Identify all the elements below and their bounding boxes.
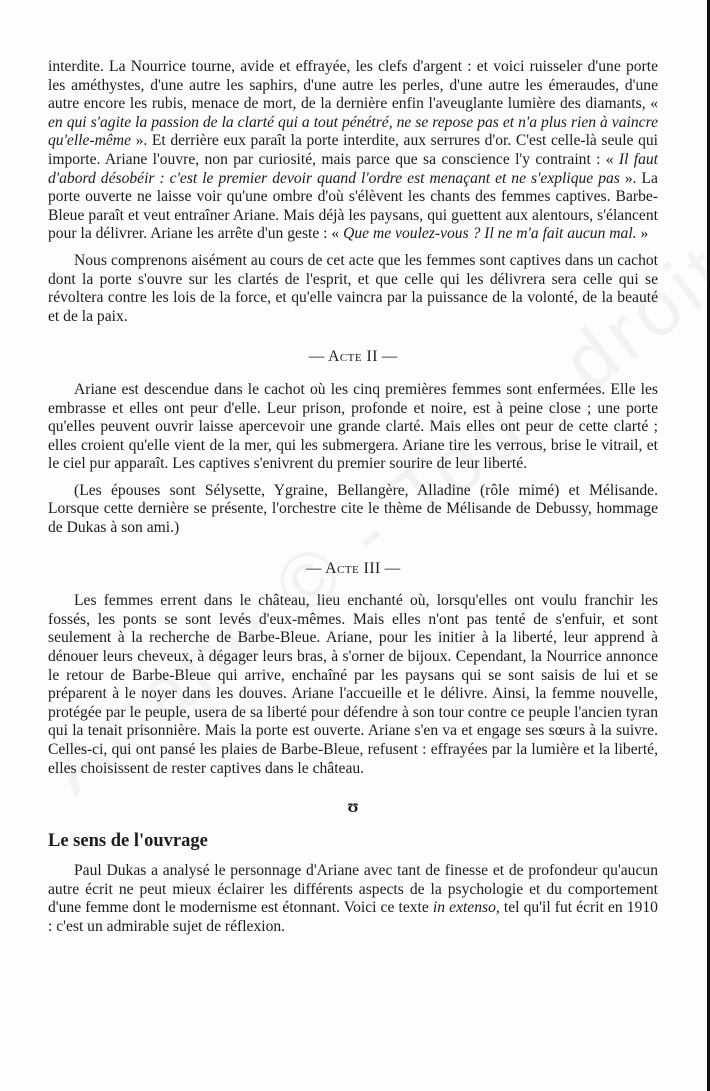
text-run: tel qu'il fut écrit en 1910 : c'est un admirable sujet de réflexion. — [48, 899, 658, 935]
paragraph-act2-note: (Les épouses sont Sélysette, Ygraine, Bellangère, Alladine (rôle mimé) et Mélisande. Lorsque cette dernière se présente, l'orchestre cite le thème de Mélisande de Debussy, hommage de Dukas à son ami.) — [48, 481, 658, 537]
document-page — [48, 58, 658, 937]
paragraph-act1-end — [48, 58, 658, 244]
text-run: ». Et derrière eux paraît la porte interdite, aux serrures d'or. C'est celle-là seule qui importe. Ariane l'ouvre, non par curiosité, mais parce que sa conscience l'y contraint : « — [48, 132, 658, 168]
act-2-heading: — Acte II — — [308, 348, 398, 366]
act-title: Acte II — [328, 348, 378, 366]
paragraph-act3: Les femmes errent dans le château, lieu enchanté où, lorsqu'elles ont voulu franchir les fossés, les ponts se sont levés d'eux-mêmes. Mais elles n'ont pas tenté de s'enfuir, et sont seulement à la recherche de Barbe-Bleue. Ariane, pour les initier à la liberté, leur apprend à dénouer leurs cheveux, à dégager leurs bras, à s'orner de bijoux. Cependant, la Nourrice annonce le retour de Barbe-Bleue qui arrive, enchaîné par les paysans qui se sont saisis de lui et se préparent à le noyer dans les douves. Ariane l'accueille et le délivre. Ainsi, la femme nouvelle, protégée par le peuple, usera de sa liberté pour défendre à son tour contre ce peuple l'ancien tyran qui la tenait prisonnière. Mais la porte est ouverte. Ariane s'en va et engage ses sœurs à la suivre. Celles-ci, qui ont pansé les plaies de Barbe-Bleue, refusent : effrayées par la lumière et la liberté, elles choisissent de rester captives dans le château. — [48, 592, 658, 777]
quote-italic: Que me voulez-vous ? Il ne m'a fait aucun mal. — [343, 225, 637, 243]
act-3-heading: — Acte III — — [305, 559, 401, 577]
text-run: Paul Dukas a analysé le personnage d'Ariane avec tant de finesse et de profondeur qu'aucun autre écrit ne peut mieux éclairer les différents aspects de la psychologie et du comportement d'une femme dont le modernisme est étonnant. Voici ce texte — [48, 862, 658, 917]
paragraph-act2: Ariane est descendue dans le cachot où les cinq premières femmes sont enfermées. Elle les embrasse et elles ont peur d'elle. Leur prison, profonde et noire, est à peine close ; une porte qu'elles peuvent ouvrir laisse apercevoir une grande clarté. Mais elles ont peur de cette clarté ; elles croient qu'elle vient de la mer, qui les submergera. Ariane tire les verrous, brise le vitrail, et le ciel pur apparaît. Les captives s'enivrent du premier sourire de leur liberté. — [48, 380, 658, 473]
ornament-icon: ʊ — [347, 796, 359, 817]
paragraph-sens — [48, 862, 658, 936]
text-run: interdite. La Nourrice tourne, avide et effrayée, les clefs d'argent : et voici ruisseler d'une porte les améthystes, d'une autre les saphirs, d'une autre les perles, d'une autre les émeraudes, d'une autre encore les rubis, menace de mort, de la dernière enfin l'aveuglante lumière des diamants, « — [48, 58, 658, 113]
paragraph-interpretation: Nous comprenons aisément au cours de cet acte que les femmes sont captives dans un cachot dont la porte s'ouvre sur les clartés de l'esprit, et que celle qui les délivrera sera celle qui se révoltera contre les lois de la force, et qu'elle vaincra par la puissance de la volonté, de la beauté et de la paix. — [48, 251, 658, 325]
text-run: ». La porte ouverte ne laisse voir qu'une ombre d'où s'élèvent les chants des femmes captives. Barbe-Bleue paraît et veut entraîner Ariane. Mais déjà les paysans, qui guettent aux alentours, s'élancent pour la délivrer. Ariane les arrête d'un geste : « — [48, 169, 658, 243]
latin-italic: in extenso, — [432, 899, 500, 917]
section-heading: Le sens de l'ouvrage — [48, 831, 208, 852]
act-title: Acte III — [325, 559, 381, 577]
quote-italic: en qui s'agite la passion de la clarté qui a tout pénétré, ne se repose pas et n'a plus rien à vaincre qu'elle-même — [48, 113, 658, 150]
quote-italic: Il faut d'abord désobéir : c'est le premier devoir quand l'ordre est menaçant et ne s'explique pas — [48, 150, 658, 187]
text-run: » — [636, 225, 649, 243]
